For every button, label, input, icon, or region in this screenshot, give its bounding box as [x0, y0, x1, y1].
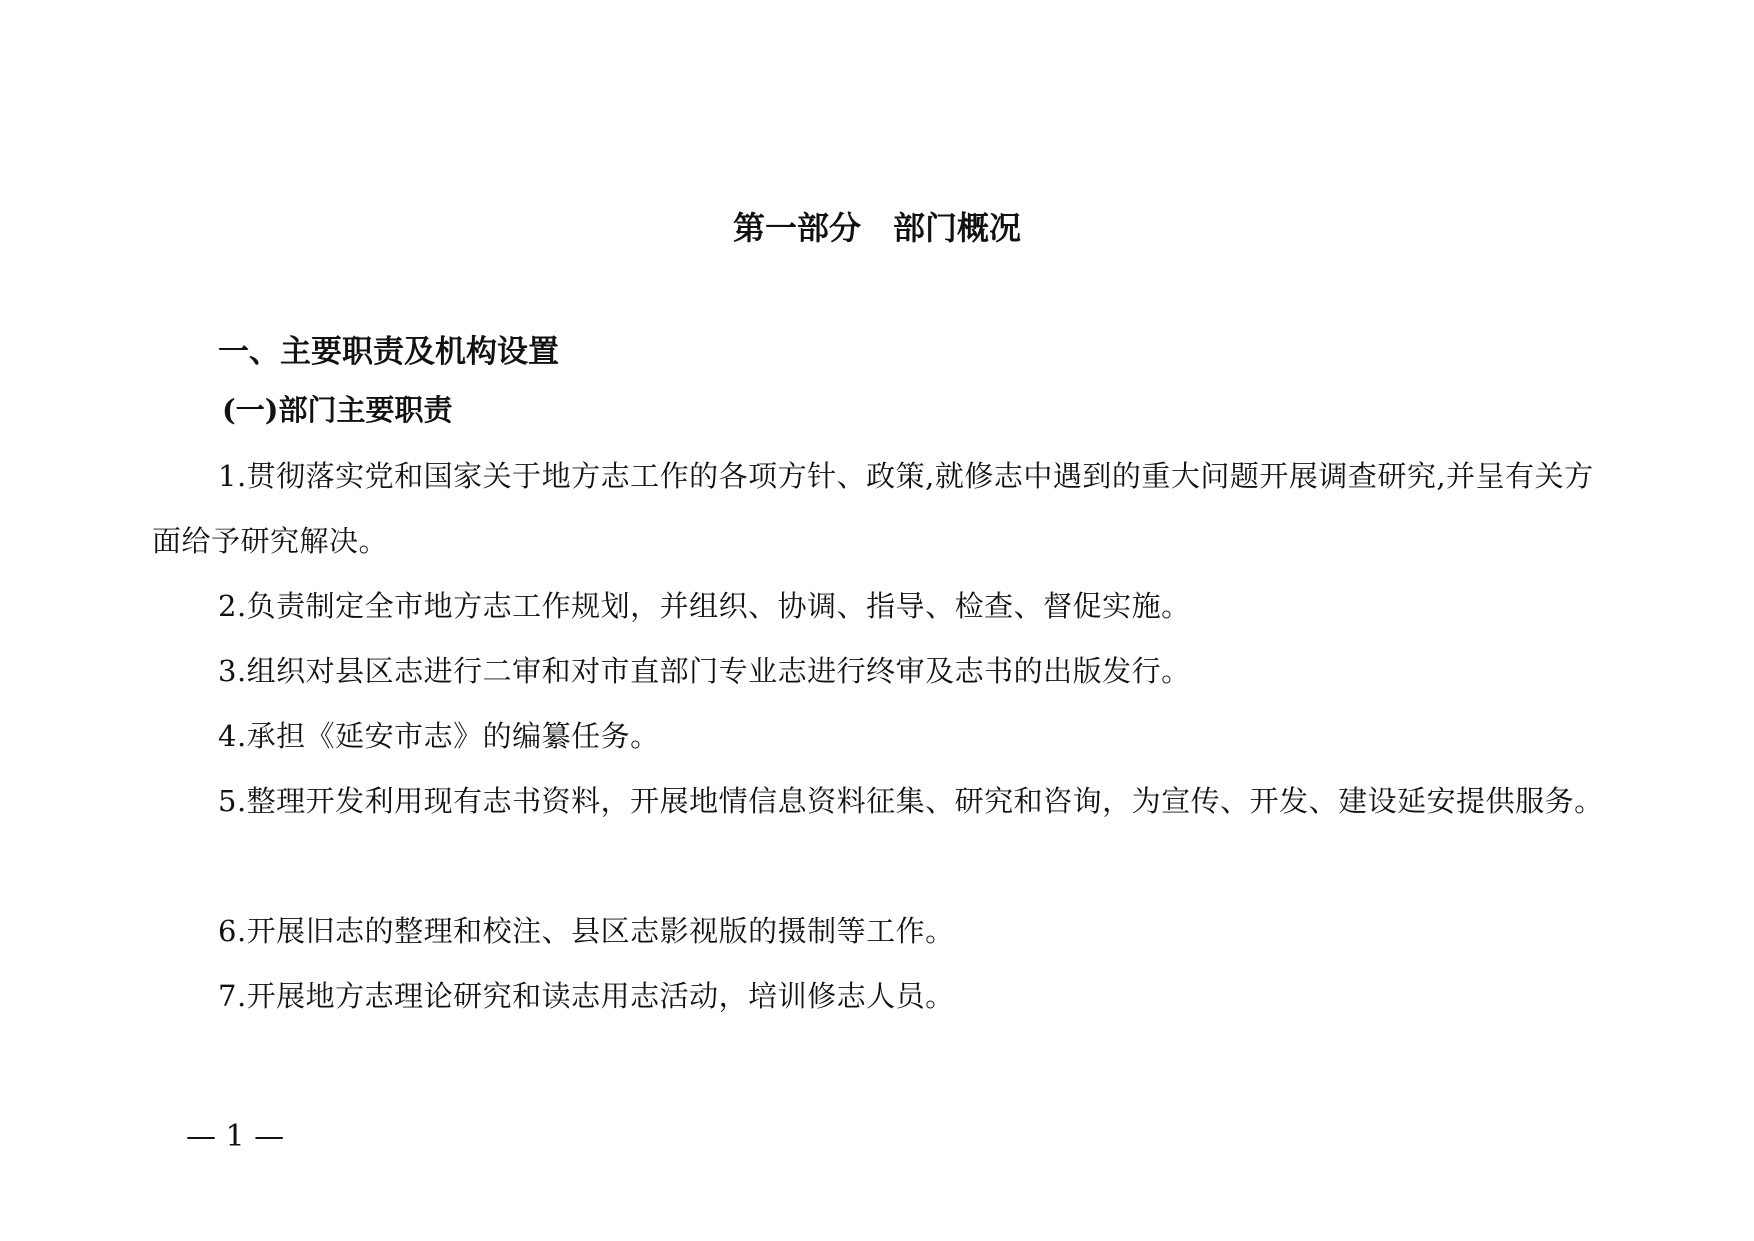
duty-item-7: 7.开展地方志理论研究和读志用志活动，培训修志人员。 [218, 979, 955, 1013]
duty-item-4: 4.承担《延安市志》的编纂任务。 [218, 719, 660, 753]
duty-item-2: 2.负责制定全市地方志工作规划，并组织、协调、指导、检查、督促实施。 [218, 589, 1191, 623]
duty-item-6: 6.开展旧志的整理和校注、县区志影视版的摄制等工作。 [218, 914, 955, 948]
duty-item-3: 3.组织对县区志进行二审和对市直部门专业志进行终审及志书的出版发行。 [218, 654, 1191, 688]
duty-item-5: 5.整理开发利用现有志书资料，开展地情信息资料征集、研究和咨询，为宣传、开发、建设延安提供服务。 [218, 784, 1604, 818]
sub-heading: (一)部门主要职责 [222, 393, 453, 427]
section-heading: 一、主要职责及机构设置 [218, 334, 559, 370]
duty-item-1: 1.贯彻落实党和国家关于地方志工作的各项方针、政策,就修志中遇到的重大问题开展调查研究,并呈有关方面给予研究解决。 [152, 459, 1594, 558]
page-title: 第一部分 部门概况 [732, 209, 1021, 247]
page-number: — 1 — [186, 1119, 285, 1154]
